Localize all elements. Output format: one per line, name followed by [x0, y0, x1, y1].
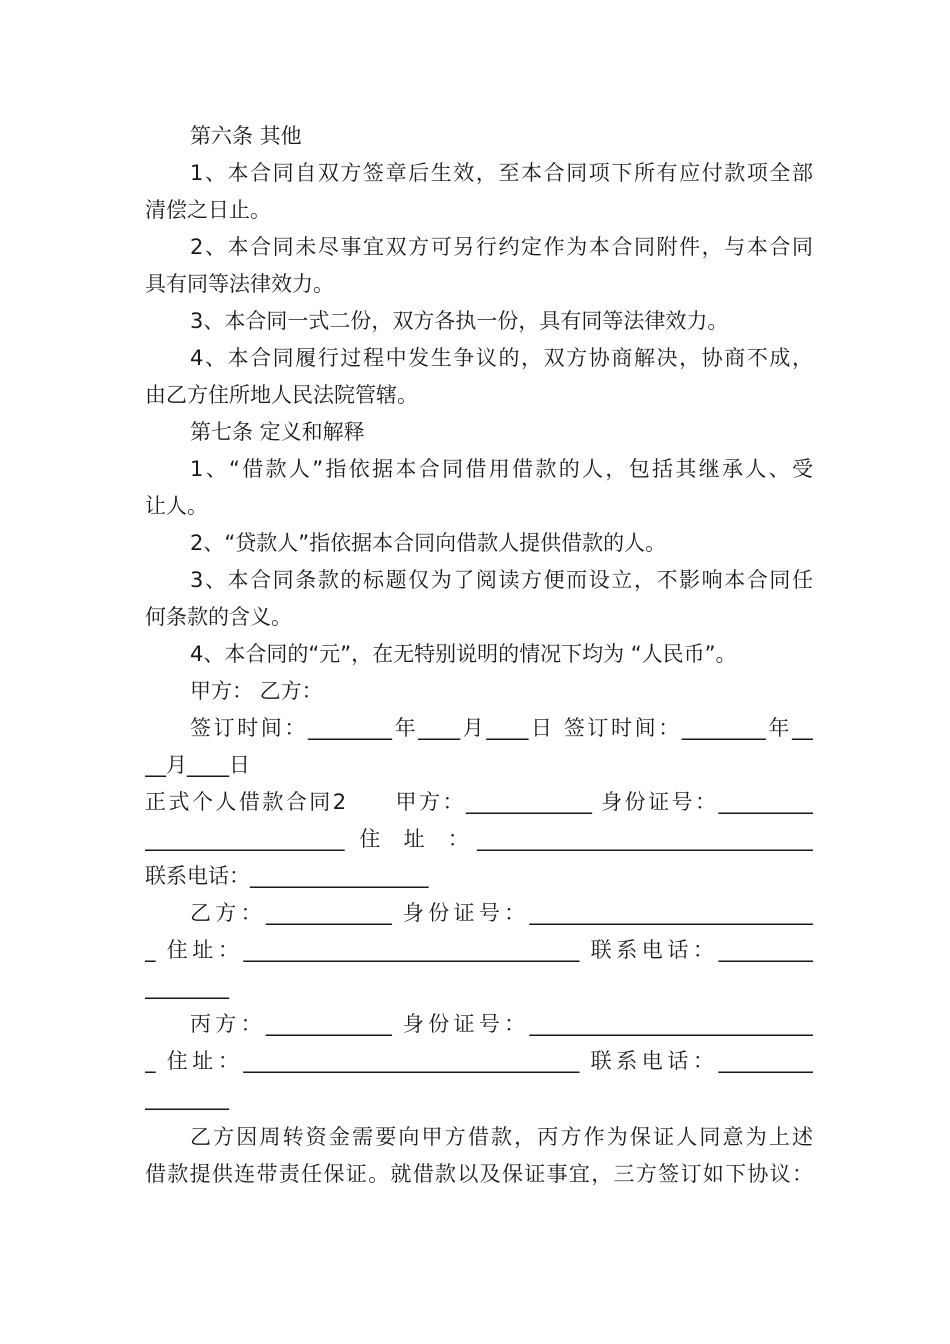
contract2-title-line: 正式个人借款合同2 甲方：____________ 身份证号：_________ — [145, 790, 813, 814]
intro-line2: 借款提供连带责任保证。就借款以及保证事宜，三方签订如下协议： — [145, 1162, 813, 1186]
article7-item1-line2: 让人。 — [145, 494, 208, 518]
signature-parties: 甲方： 乙方： — [190, 679, 323, 703]
party-b-line2: _ 住址：________________________________ 联系电话：_________ — [145, 938, 813, 962]
article7-item3-line2: 何条款的含义。 — [145, 605, 292, 629]
article7-item3-line1: 3、本合同条款的标题仅为了阅读方便而设立，不影响本合同任 — [190, 568, 813, 592]
article6-item4-line2: 由乙方住所地人民法院管辖。 — [145, 383, 418, 407]
contract2-address-line: ___________________ 住 址 ：________________________________ — [145, 827, 813, 851]
article6-item2-line2: 具有同等法律效力。 — [145, 272, 334, 296]
signature-date-line2: __月____日 — [145, 753, 250, 777]
party-c-line2: _ 住址：________________________________ 联系电话：_________ — [145, 1049, 813, 1073]
contract2-phone-line: 联系电话：_________________ — [145, 864, 429, 888]
article6-item2-line1: 2、本合同未尽事宜双方可另行约定作为本合同附件，与本合同 — [190, 235, 813, 259]
article7-item4: 4、本合同的“元”，在无特别说明的情况下均为 “人民币”。 — [190, 642, 737, 666]
article6-item1-line1: 1、本合同自双方签章后生效，至本合同项下所有应付款项全部 — [190, 161, 813, 185]
article7-item2: 2、“贷款人”指依据本合同向借款人提供借款的人。 — [190, 531, 667, 555]
signature-date-line1: 签订时间：________年____月____日 签订时间：________年__ — [190, 716, 813, 740]
article6-item1-line2: 清偿之日止。 — [145, 198, 271, 222]
article6-item3: 3、本合同一式二份，双方各执一份，具有同等法律效力。 — [190, 309, 729, 333]
party-c-line1: 丙方：____________ 身份证号：___________________________ — [190, 1012, 813, 1036]
article7-item1-line1: 1、“借款人”指依据本合同借用借款的人，包括其继承人、受 — [190, 457, 813, 481]
article6-heading: 第六条 其他 — [190, 124, 302, 148]
party-b-line3: ________ — [145, 975, 229, 999]
article6-item4-line1: 4、本合同履行过程中发生争议的，双方协商解决，协商不成， — [190, 346, 813, 370]
party-c-line3: ________ — [145, 1086, 229, 1110]
party-b-line1: 乙方：____________ 身份证号：___________________________ — [190, 901, 813, 925]
intro-line1: 乙方因周转资金需要向甲方借款，丙方作为保证人同意为上述 — [190, 1125, 813, 1149]
article7-heading: 第七条 定义和解释 — [190, 420, 365, 444]
